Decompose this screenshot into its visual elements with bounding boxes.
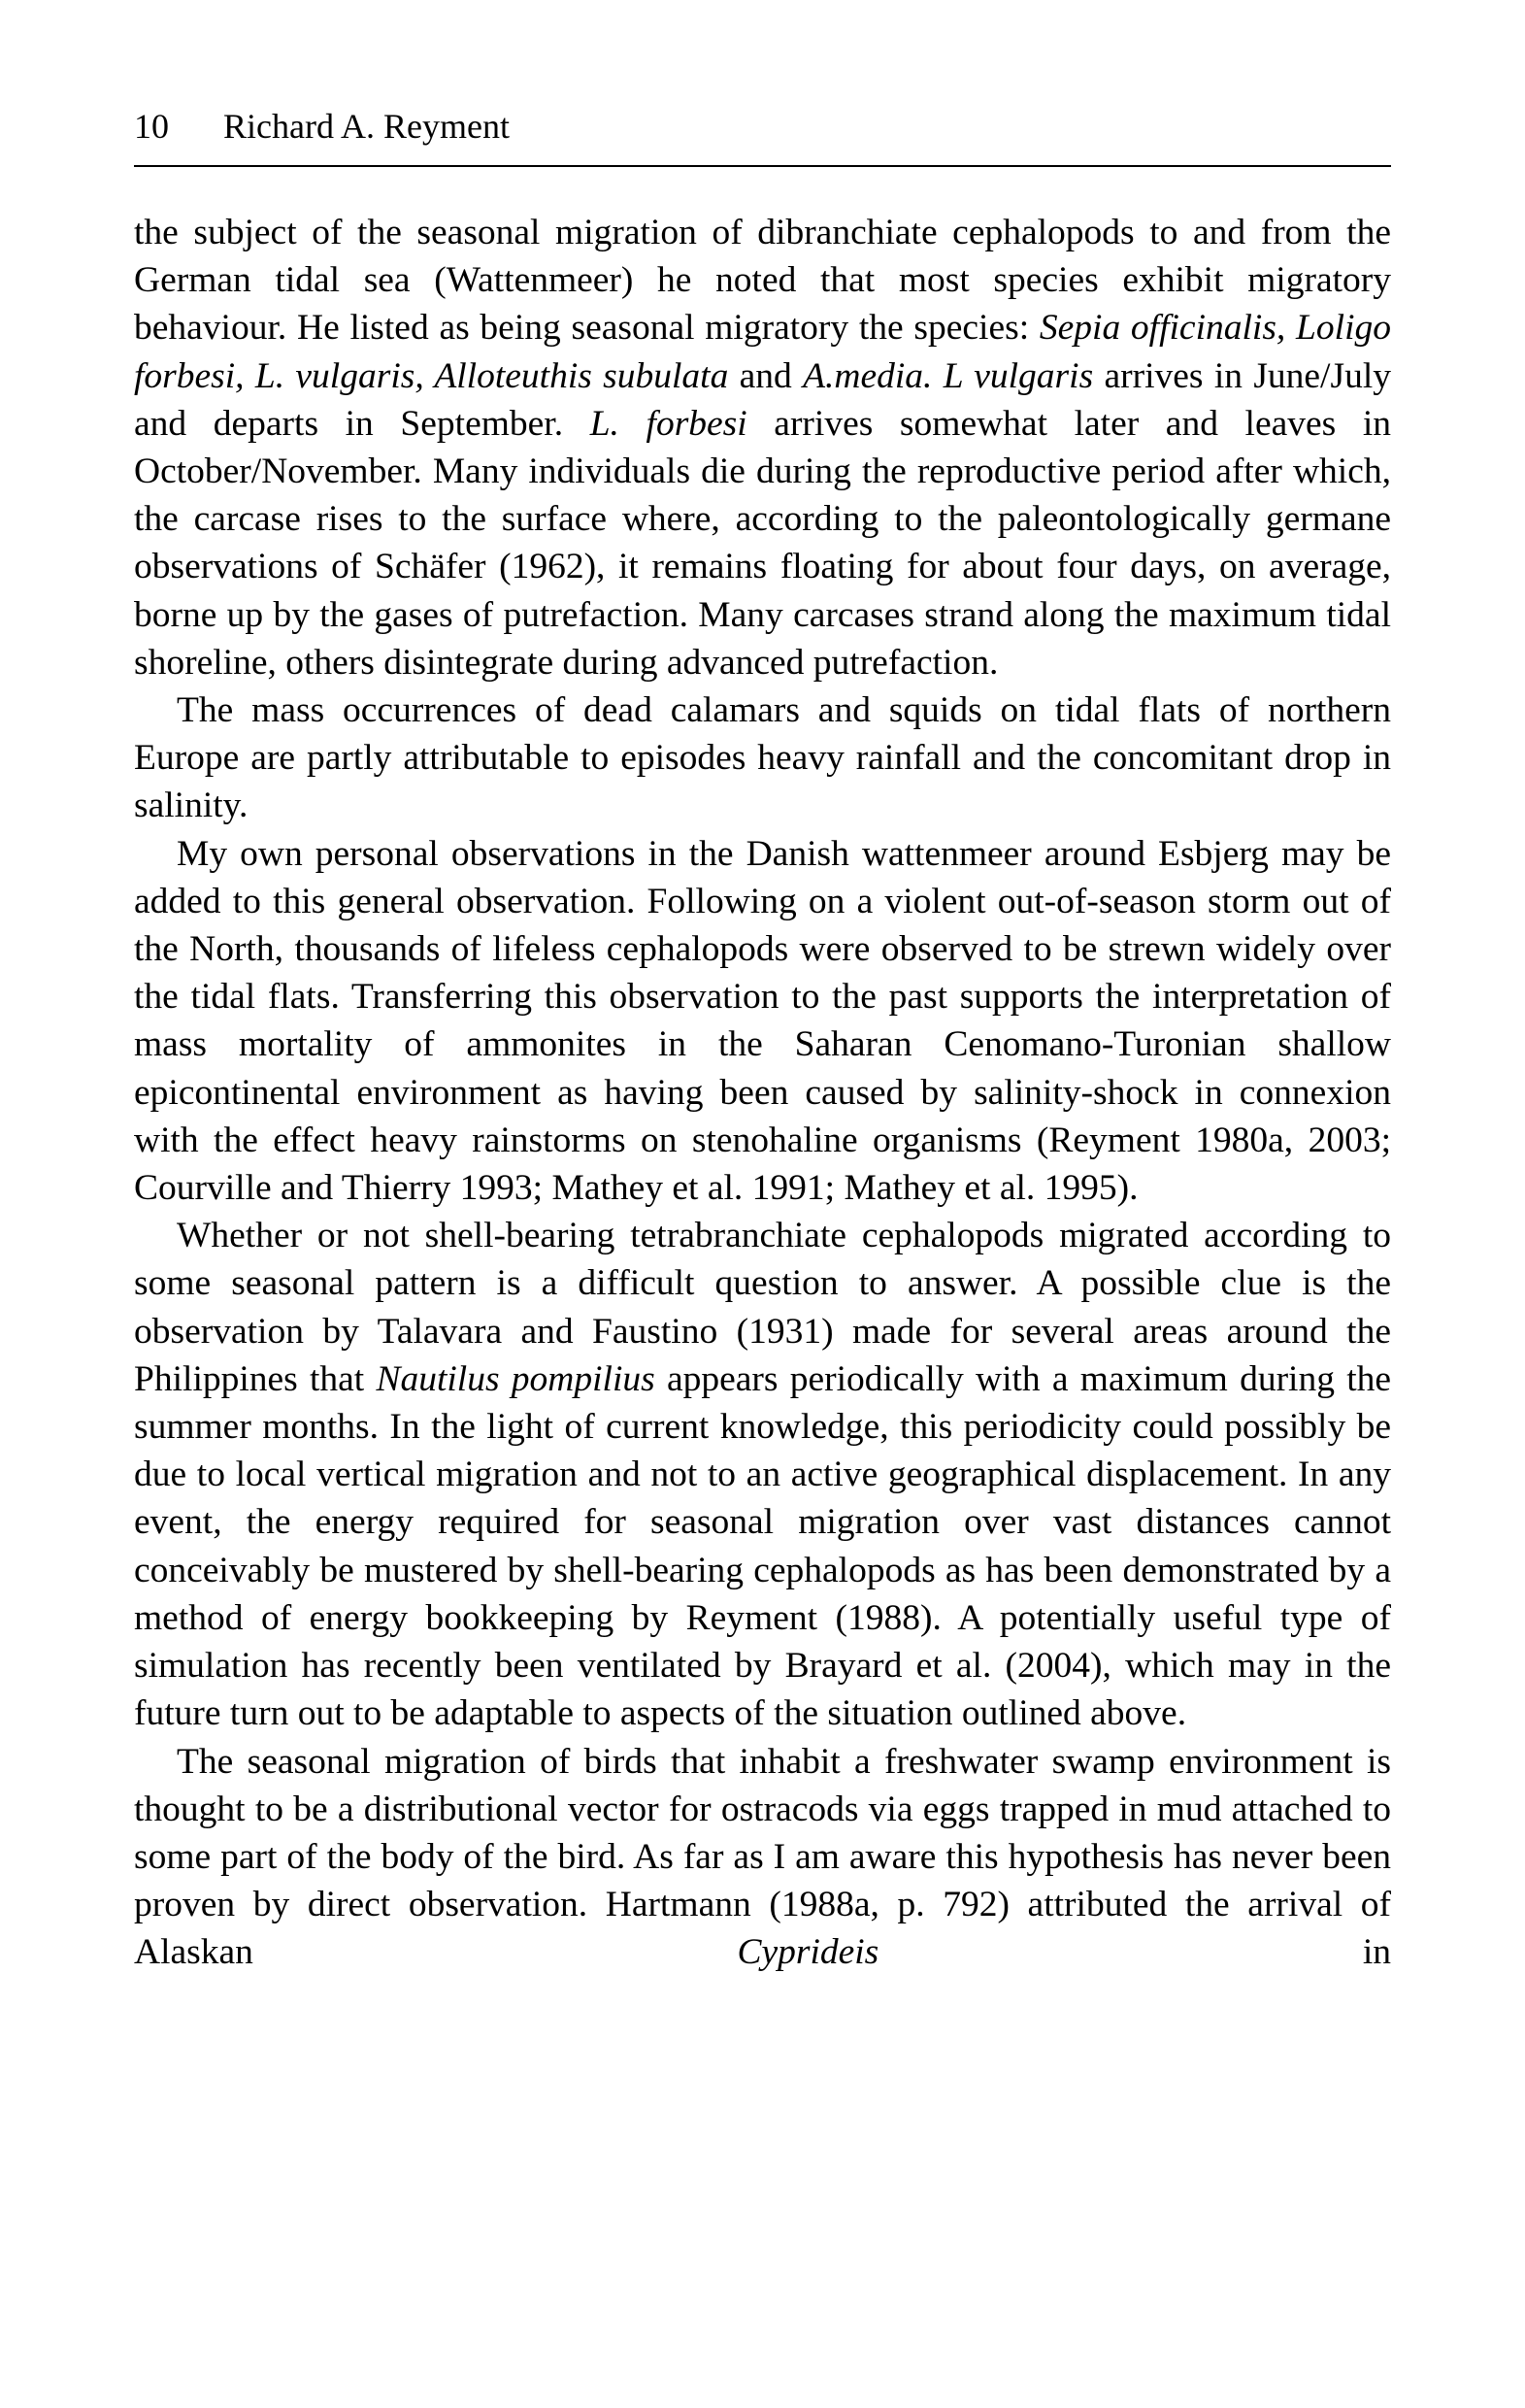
page-number: 10 — [134, 107, 169, 146]
paragraph — [134, 209, 1391, 686]
italic-run: Cyprideis — [737, 1932, 879, 1973]
header-rule — [134, 165, 1391, 167]
paragraph — [134, 1212, 1391, 1737]
body-text — [134, 209, 1391, 1977]
text-run: arrives somewhat later and leaves in October/November. Many individuals die during the reproductive period after which, the carcase rises to the surface where, according to the paleontologically germane observations of Schäfer (1962), it remains floating for about four days, on average, borne up by the gases of putrefaction. Many carcases strand along the maximum tidal shoreline, others disintegrate during advanced putrefaction. — [134, 403, 1392, 683]
running-header-author: Richard A. Reyment — [223, 107, 510, 146]
text-run: Whether or not shell-bearing tetrabranchiate cephalopods migrated according to some seasonal pattern is a difficult question to answer. A possible clue is the observation by Talavara and Faustino (1931) made for several areas around the Philippines that — [134, 1216, 1391, 1399]
text-run: and — [728, 355, 804, 396]
text-run: the subject of the seasonal migration of dibranchiate cephalopods to and from the German tidal sea (Wattenmeer) he noted that most species exhibit migratory behaviour. He listed as being seasonal migratory the species: — [134, 213, 1391, 349]
text-run: The mass occurrences of dead calamars and squids on tidal flats of northern Europe are partly attributable to episodes heavy rainfall and the concomitant drop in salinity. — [134, 690, 1391, 826]
italic-run: Nautilus pompilius — [376, 1358, 655, 1399]
paragraph — [134, 830, 1391, 1213]
italic-run: L. forbesi — [589, 403, 747, 444]
running-header — [134, 105, 1391, 163]
text-run: appears periodically with a maximum during the summer months. In the light of current knowledge, this periodicity could possibly be due to local vertical migration and not to an active geographical displacement. In any event, the energy required for seasonal migration over vast distances cannot conceivably be mustered by shell-bearing cephalopods as has been demonstrated by a method of energy bookkeeping by Reyment (1988). A potentially useful type of simulation has recently been ventilated by Brayard et al. (2004), which may in the future turn out to be adaptable to aspects of the situation outlined above. — [134, 1358, 1392, 1734]
text-run: The seasonal migration of birds that inhabit a freshwater swamp environment is thought to be a distributional vector for ostracods via eggs trapped in mud attached to some part of the body of the bird. As far as I am aware this hypothesis has never been proven by direct observation. Hartmann (1988a, p. 792) attributed the arrival of Alaskan — [134, 1741, 1391, 1973]
paragraph — [134, 1738, 1391, 1977]
italic-run: A.media. L vulgaris — [803, 355, 1094, 396]
italic-run: Sepia officinalis, Loligo forbesi, L. vulgaris, Alloteuthis subulata — [134, 308, 1391, 396]
text-run: in — [879, 1932, 1391, 1973]
text-run: arrives in June/July and departs in September. — [134, 355, 1391, 444]
paragraph — [134, 686, 1391, 830]
text-run: My own personal observations in the Danish wattenmeer around Esbjerg may be added to this general observation. Following on a violent out-of-season storm out of the North, thousands of lifeless cephalopods were observed to be strewn widely over the tidal flats. Transferring this observation to the past supports the interpretation of mass mortality of ammonites in the Saharan Cenomano-Turonian shallow epicontinental environment as having been caused by salinity-shock in connexion with the effect heavy rainstorms on stenohaline organisms (Reyment 1980a, 2003; Courville and Thierry 1993; Mathey et al. 1991; Mathey et al. 1995). — [134, 833, 1391, 1209]
